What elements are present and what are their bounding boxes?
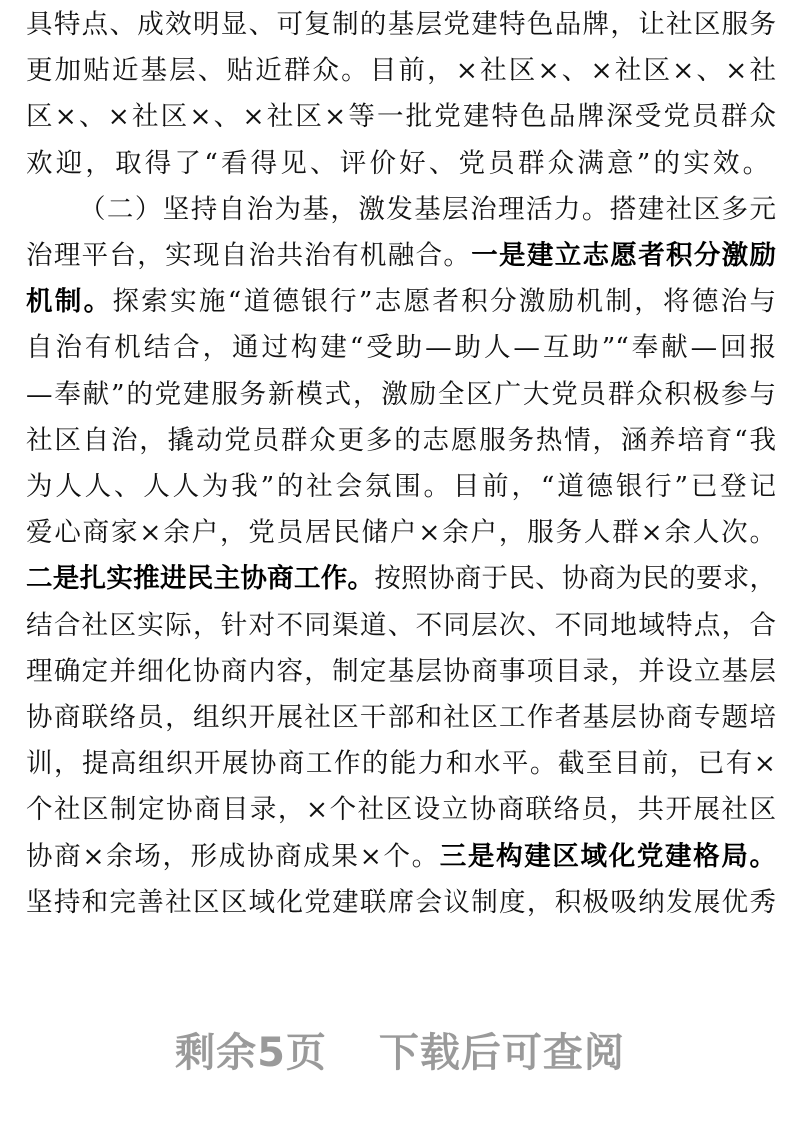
text-line [26, 141, 776, 187]
text-line [26, 48, 776, 94]
text-run: 区×、×社区×、×社区×等一批党建特色品牌深受党员群众 [26, 101, 776, 133]
text-line [26, 94, 776, 140]
text-line [26, 372, 776, 418]
text-line [26, 695, 776, 741]
bold-text-run: 机制。 [26, 286, 113, 318]
text-line [26, 649, 776, 695]
text-run: 理确定并细化协商内容，制定基层协商事项目录，并设立基层 [26, 655, 776, 687]
text-run: 社区自治，撬动党员群众更多的志愿服务热情，涵养培育“我 [26, 424, 776, 456]
text-line [26, 510, 776, 556]
text-line [26, 834, 776, 880]
text-run: （二）坚持自治为基，激发基层治理活力。搭建社区多元 [79, 193, 776, 225]
text-line [26, 603, 776, 649]
text-run: 为人人、人人为我”的社会氛围。目前，“道德银行”已登记 [26, 471, 776, 502]
text-run: 探索实施“道德银行”志愿者积分激励机制，将德治与 [112, 286, 776, 318]
text-line [26, 418, 776, 464]
text-run: 协商联络员，组织开展社区干部和社区工作者基层协商专题培 [26, 702, 776, 733]
text-run: 个社区制定协商目录，×个社区设立协商联络员，共开展社区 [26, 794, 776, 826]
text-run: 结合社区实际，针对不同渠道、不同层次、不同地域特点，合 [26, 609, 776, 641]
text-run: 爱心商家×余户，党员居民储户×余户，服务人群×余人次。 [26, 517, 776, 549]
text-run: 坚持和完善社区区域化党建联席会议制度，积极吸纳发展优秀 [26, 886, 776, 918]
text-run: 治理平台，实现自治共治有机融合。 [26, 240, 472, 271]
text-run: 训，提高组织开展协商工作的能力和水平。截至目前，已有× [26, 748, 776, 780]
text-line [26, 880, 776, 926]
text-line [26, 464, 776, 510]
text-run: 协商×余场，形成协商成果×个。 [26, 840, 440, 872]
remaining-pages-label: 剩余5页 [175, 1030, 327, 1076]
text-run: 具特点、成效明显、可复制的基层党建特色品牌，让社区服务 [26, 9, 776, 40]
bold-text-run: 一是建立志愿者积分激励 [471, 240, 777, 271]
text-run: —奉献”的党建服务新模式，激励全区广大党员群众积极参与 [26, 378, 776, 410]
text-run: 自治有机结合，通过构建“受助—助人—互助”“奉献—回报 [26, 332, 776, 364]
text-line [26, 741, 776, 787]
text-line [26, 279, 776, 325]
text-run: 欢迎，取得了“看得见、评价好、党员群众满意”的实效。 [26, 147, 773, 179]
text-line [26, 556, 776, 602]
text-line [26, 233, 776, 279]
bold-text-run: 三是构建区域化党建格局。 [439, 840, 776, 872]
text-run: 更加贴近基层、贴近群众。目前，×社区×、×社区×、×社 [26, 55, 776, 87]
text-line [26, 2, 776, 48]
text-line [26, 787, 776, 833]
text-run: 按照协商于民、协商为民的要求， [374, 563, 777, 595]
download-to-view-label: 下载后可查阅 [378, 1030, 625, 1076]
bold-text-run: 二是扎实推进民主协商工作。 [26, 563, 375, 595]
text-line [26, 187, 776, 233]
download-prompt-banner[interactable] [0, 1018, 800, 1088]
text-line [26, 325, 776, 371]
